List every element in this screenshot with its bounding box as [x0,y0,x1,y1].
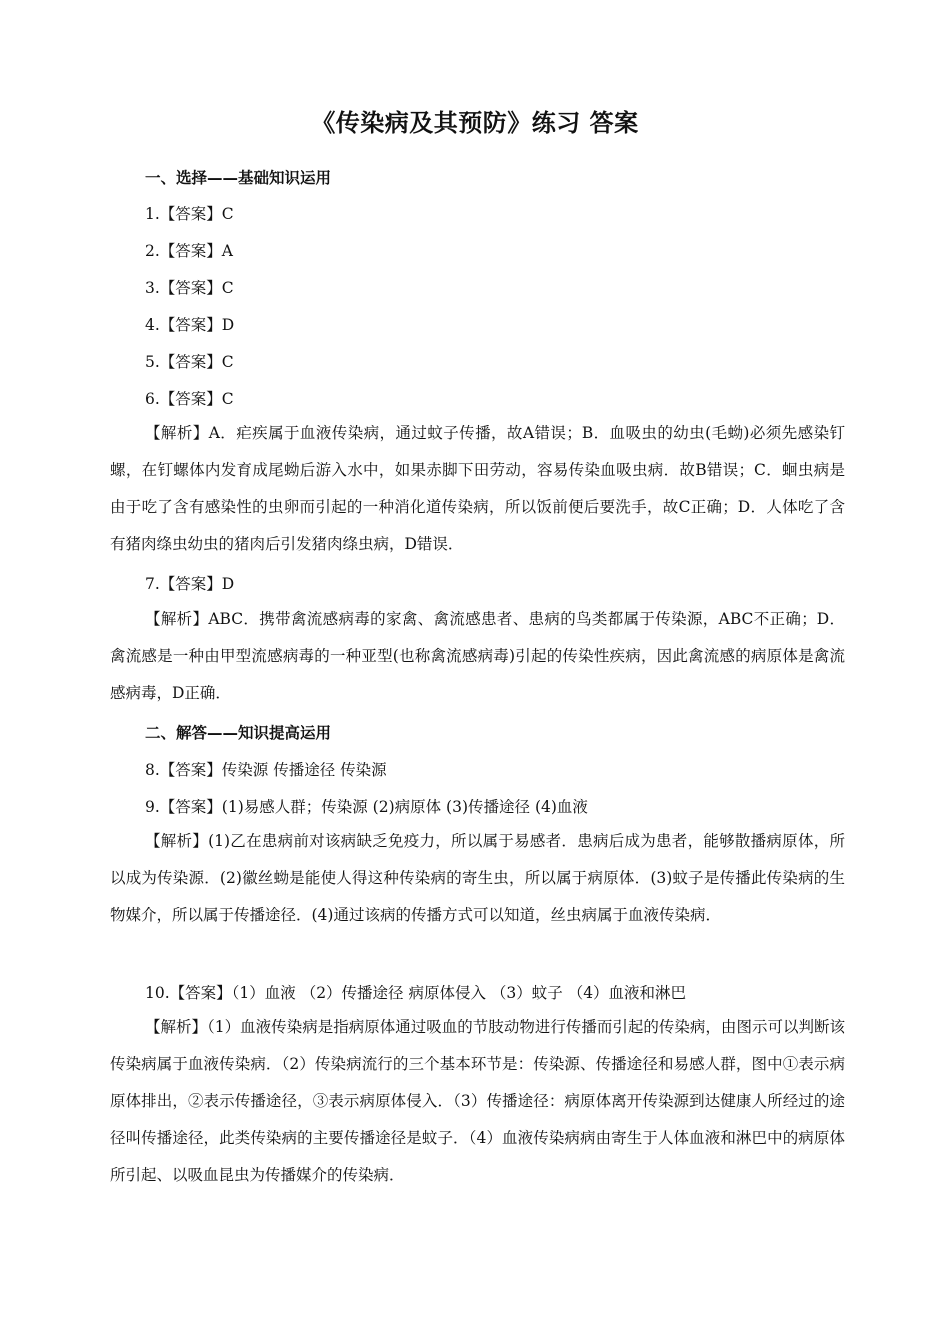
answer-line-5: 5.【答案】C [145,353,234,371]
analysis-paragraph-q7: 【解析】ABC．携带禽流感病毒的家禽、禽流感患者、患病的鸟类都属于传染源，ABC不正确；D．禽流感是一种由甲型流感病毒的一种亚型(也称禽流感病毒)引起的传染性疾病，因此禽流感的病原体是禽流感病毒，D正确． [110,610,845,702]
answer-line-1: 1.【答案】C [145,205,234,223]
answer-line-6: 6.【答案】C [145,390,234,408]
analysis-paragraph-q9: 【解析】(1)乙在患病前对该病缺乏免疫力，所以属于易感者．患病后成为患者，能够散播病原体，所以成为传染源．(2)徽丝蚴是能使人得这种传染病的寄生虫，所以属于病原体．(3)蚊子是传播此传染病的生物媒介，所以属于传播途径．(4)通过该病的传播方式可以知道，丝虫病属于血液传染病． [110,832,845,924]
section-heading-choice: 一、选择——基础知识运用 [145,169,332,187]
section-heading-answer: 二、解答——知识提高运用 [145,724,332,742]
analysis-paragraph-q6: 【解析】A．疟疾属于血液传染病，通过蚊子传播，故A错误；B．血吸虫的幼虫(毛蚴)必须先感染钉螺，在钉螺体内发育成尾蚴后游入水中，如果赤脚下田劳动，容易传染血吸虫病．故B错误；C．蛔虫病是由于吃了含有感染性的虫卵而引起的一种消化道传染病，所以饭前便后要洗手，故C正确；D．人体吃了含有猪肉绦虫幼虫的猪肉后引发猪肉绦虫病，D错误． [110,424,845,553]
answer-line-3: 3.【答案】C [145,279,234,297]
answer-line-10: 10.【答案】（1）血液 （2）传播途径 病原体侵入 （3）蚊子 （4）血液和淋巴 [145,984,687,1002]
answer-line-9: 9.【答案】(1)易感人群；传染源 (2)病原体 (3)传播途径 (4)血液 [145,798,588,816]
answer-line-7: 7.【答案】D [145,575,235,593]
analysis-paragraph-q10: 【解析】（1）血液传染病是指病原体通过吸血的节肢动物进行传播而引起的传染病，由图示可以判断该传染病属于血液传染病．（2）传染病流行的三个基本环节是：传染源、传播途径和易感人群，图中①表示病原体排出，②表示传播途径，③表示病原体侵入．（3）传播途径：病原体离开传染源到达健康人所经过的途径叫传播途径，此类传染病的主要传播途径是蚊子．（4）血液传染病病由寄生于人体血液和淋巴中的病原体所引起、以吸血昆虫为传播媒介的传染病． [110,1018,845,1184]
answer-line-8: 8.【答案】传染源 传播途径 传染源 [145,761,387,779]
answer-line-4: 4.【答案】D [145,316,235,334]
page-title: 《传染病及其预防》练习 答案 [311,109,639,137]
answer-line-2: 2.【答案】A [145,242,233,260]
